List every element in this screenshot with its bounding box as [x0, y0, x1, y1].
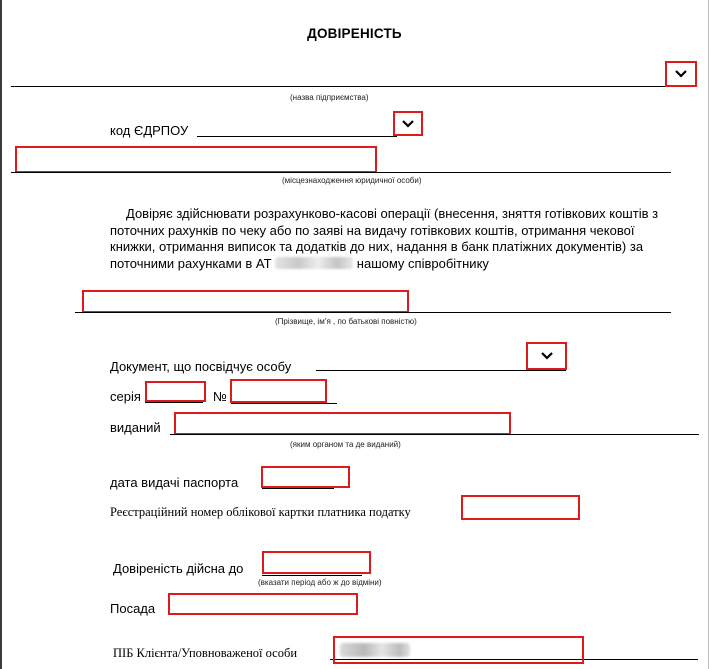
full-name-caption: (Прізвище, ім’я , по батькові повністю)	[275, 317, 417, 326]
page-left-border	[0, 0, 2, 669]
chevron-down-icon	[675, 70, 687, 78]
tax-number-field[interactable]	[461, 495, 580, 520]
paragraph-text: Довіряє здійснювати розрахунково-касові операції (внесення, зняття готівкових коштів з поточних рахунків по чеку або по заяві на видачу готівкових коштів, отримання чекової книжки, отримання виписок та додатків до них, надання в банк платіжних документів) за поточними рахунками в АТ	[110, 206, 659, 271]
number-field[interactable]	[230, 379, 327, 403]
full-name-field[interactable]	[82, 290, 409, 313]
issued-label: виданий	[110, 420, 161, 435]
company-name-caption: (назва підприємства)	[290, 93, 369, 102]
client-name-label: ПІБ Клієнта/Уповноваженої особи	[113, 646, 298, 660]
valid-until-field[interactable]	[262, 551, 371, 574]
chevron-down-icon	[402, 120, 414, 128]
edrpou-underline	[197, 136, 397, 137]
passport-date-label: дата видачі паспорта	[110, 475, 239, 490]
tax-number-label: Реєстраційний номер облікової картки платника податку	[110, 505, 411, 519]
issuer-caption: (яким органом та де виданий)	[290, 440, 401, 449]
series-underline	[145, 402, 203, 403]
number-underline	[231, 403, 337, 404]
valid-until-underline	[262, 575, 362, 576]
passport-date-underline	[262, 488, 334, 489]
redacted-bank-name	[275, 257, 353, 269]
paragraph-text-end: нашому співробітнику	[356, 255, 489, 271]
company-name-dropdown[interactable]	[665, 61, 697, 87]
series-field[interactable]	[145, 381, 206, 402]
client-name-field[interactable]	[333, 636, 584, 664]
passport-date-field[interactable]	[261, 466, 350, 488]
page-title: ДОВІРЕНІСТЬ	[307, 26, 402, 41]
position-field[interactable]	[168, 593, 358, 615]
edrpou-dropdown[interactable]	[393, 111, 423, 136]
position-label: Посада	[110, 601, 156, 616]
company-name-underline	[11, 86, 671, 87]
validity-caption: (вказати період або ж до відміни)	[258, 578, 382, 587]
chevron-down-icon	[541, 352, 553, 360]
issuer-field[interactable]	[174, 412, 511, 435]
series-label: серія	[110, 389, 141, 404]
valid-until-label: Довіреність дійсна до	[113, 561, 244, 576]
legal-address-field[interactable]	[15, 146, 377, 173]
issuer-underline	[170, 434, 699, 435]
edrpou-label: код ЄДРПОУ	[110, 123, 189, 138]
full-name-underline	[75, 312, 671, 313]
document-label: Документ, що посвідчує особу	[110, 359, 292, 374]
number-label: №	[213, 389, 227, 404]
legal-address-underline	[11, 172, 671, 173]
legal-address-caption: (місцезнаходження юридичної особи)	[282, 176, 422, 185]
document-underline	[316, 370, 566, 371]
authorization-paragraph	[110, 206, 670, 272]
document-type-dropdown[interactable]	[526, 342, 567, 370]
